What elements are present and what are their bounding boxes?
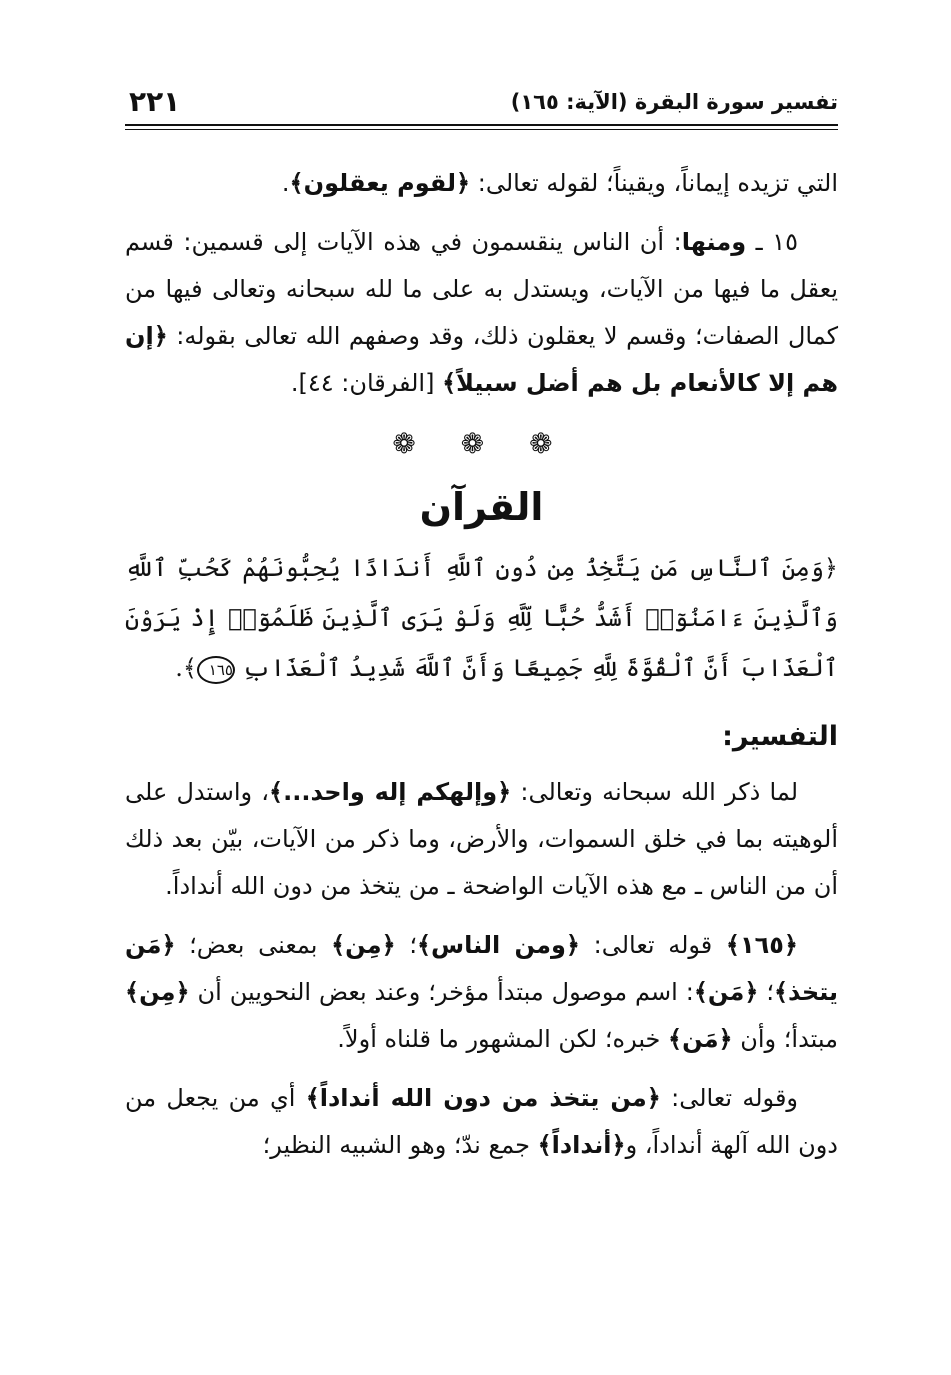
running-head: تفسير سورة البقرة (الآية: ١٦٥) [510,90,838,114]
page-header [125,82,838,122]
intro-p1-quote: ﴿لقوم يعقلون﴾ [289,169,471,197]
tafsir-p2-quote: ﴿مَن﴾ [693,978,759,1006]
intro-paragraph-2 [125,219,838,407]
tafsir-p2-text: ؛ [758,978,774,1006]
tafsir-heading: التفسير: [722,721,838,752]
tafsir-p2-quote: ﴿مَن﴾ [668,1025,733,1053]
tafsir-p3-text: وقوله تعالى: [660,1084,799,1112]
tafsir-p2-quote: ﴿مِن﴾ [125,978,190,1006]
header-rule [125,124,838,130]
tafsir-p2-quote: ﴿مِن﴾ [331,931,396,959]
quran-verse [125,543,838,693]
tafsir-p2-text: ؛ [395,931,417,959]
intro-p1-text: التي تزيده إيماناً، ويقيناً؛ لقوله تعالى: [470,169,838,197]
tafsir-paragraph-1 [125,769,838,910]
ayah-number-mark: ١٦٥ [197,656,235,684]
section-separator: ❁ ❁ ❁ [392,427,571,460]
tafsir-p2-text: مبتدأ؛ وأن [732,1025,838,1053]
tafsir-p3-quote: ﴿من يتخذ من دون الله أنداداً﴾ [305,1084,661,1112]
tafsir-paragraph-2 [125,922,838,1063]
intro-p2-end: [الفرقان: ٤٤]. [290,369,443,397]
tafsir-p2-quote: ﴿ومن الناس﴾ [416,931,580,959]
quran-verse-close: ﴾. [175,654,197,682]
page-body [125,160,838,1181]
tafsir-p1-quote: ﴿وإلهكم إله واحد...﴾ [269,778,512,806]
intro-p2-text: : أن الناس ينقسمون في هذه الآيات إلى قسمين: قسم يعقل ما فيها من الآيات، ويستدل به على ما لله سبحانه وتعالى فيها من كمال الصفات؛ وقسم لا يعقلون ذلك، وقد وصفهم الله تعالى بقوله: [125,228,838,350]
book-page [125,82,838,1362]
intro-p1-end: . [281,169,290,197]
tafsir-p3-quote: ﴿أنداداً﴾ [537,1131,626,1159]
tafsir-p2-verse-number: ﴿١٦٥﴾ [725,931,798,959]
tafsir-p2-text: خبره؛ لكن المشهور ما قلناه أولاً. [337,1025,669,1053]
tafsir-p2-quote: ﴿مَن يتخذ﴾ [125,931,838,1006]
tafsir-p2-text: : اسم موصول مبتدأ مؤخر؛ وعند بعض النحويين أن [189,978,694,1006]
intro-p2-lead: ١٥ ـ [746,228,798,256]
page-number: ٢٢١ [129,85,181,118]
tafsir-p3-text: جمع ندّ؛ وهو الشبيه النظير؛ [262,1131,538,1159]
tafsir-p1-rest: ، واستدل على ألوهيته بما في خلق السموات، والأرض، وما ذكر من الآيات، بيّن بعد ذلك أن من الناس ـ مع هذه الآيات الواضحة ـ من يتخذ من دون الله أنداداً. [125,778,838,900]
tafsir-paragraph-3 [125,1075,838,1169]
tafsir-p3-text: أي من يجعل من دون الله آلهة أنداداً، و [125,1084,838,1159]
quran-verse-text: ﴿وَمِنَ ٱلنَّاسِ مَن يَتَّخِذُ مِن دُونِ ٱللَّهِ أَندَادًا يُحِبُّونَهُمْ كَحُبِّ ٱللَّهِ وَٱلَّذِينَ ءَامَنُوٓا۟ أَشَدُّ حُبًّا لِّلَّهِ وَلَوْ يَرَى ٱلَّذِينَ ظَلَمُوٓا۟ إِذْ يَرَوْنَ ٱلْعَذَابَ أَنَّ ٱلْقُوَّةَ لِلَّهِ جَمِيعًا وَأَنَّ ٱللَّهَ شَدِيدُ ٱلْعَذَابِ [125,554,838,682]
tafsir-p2-text: قوله تعالى: [579,931,726,959]
section-title: القرآن [419,485,544,529]
intro-paragraph-1 [125,160,838,207]
tafsir-p2-text: بمعنى بعض؛ [175,931,332,959]
intro-p2-quote: ﴿إن هم إلا كالأنعام بل هم أضل سبيلاً﴾ [125,322,838,397]
tafsir-p1-text: لما ذكر الله سبحانه وتعالى: [511,778,799,806]
intro-p2-keyword: ومنها [681,228,747,256]
